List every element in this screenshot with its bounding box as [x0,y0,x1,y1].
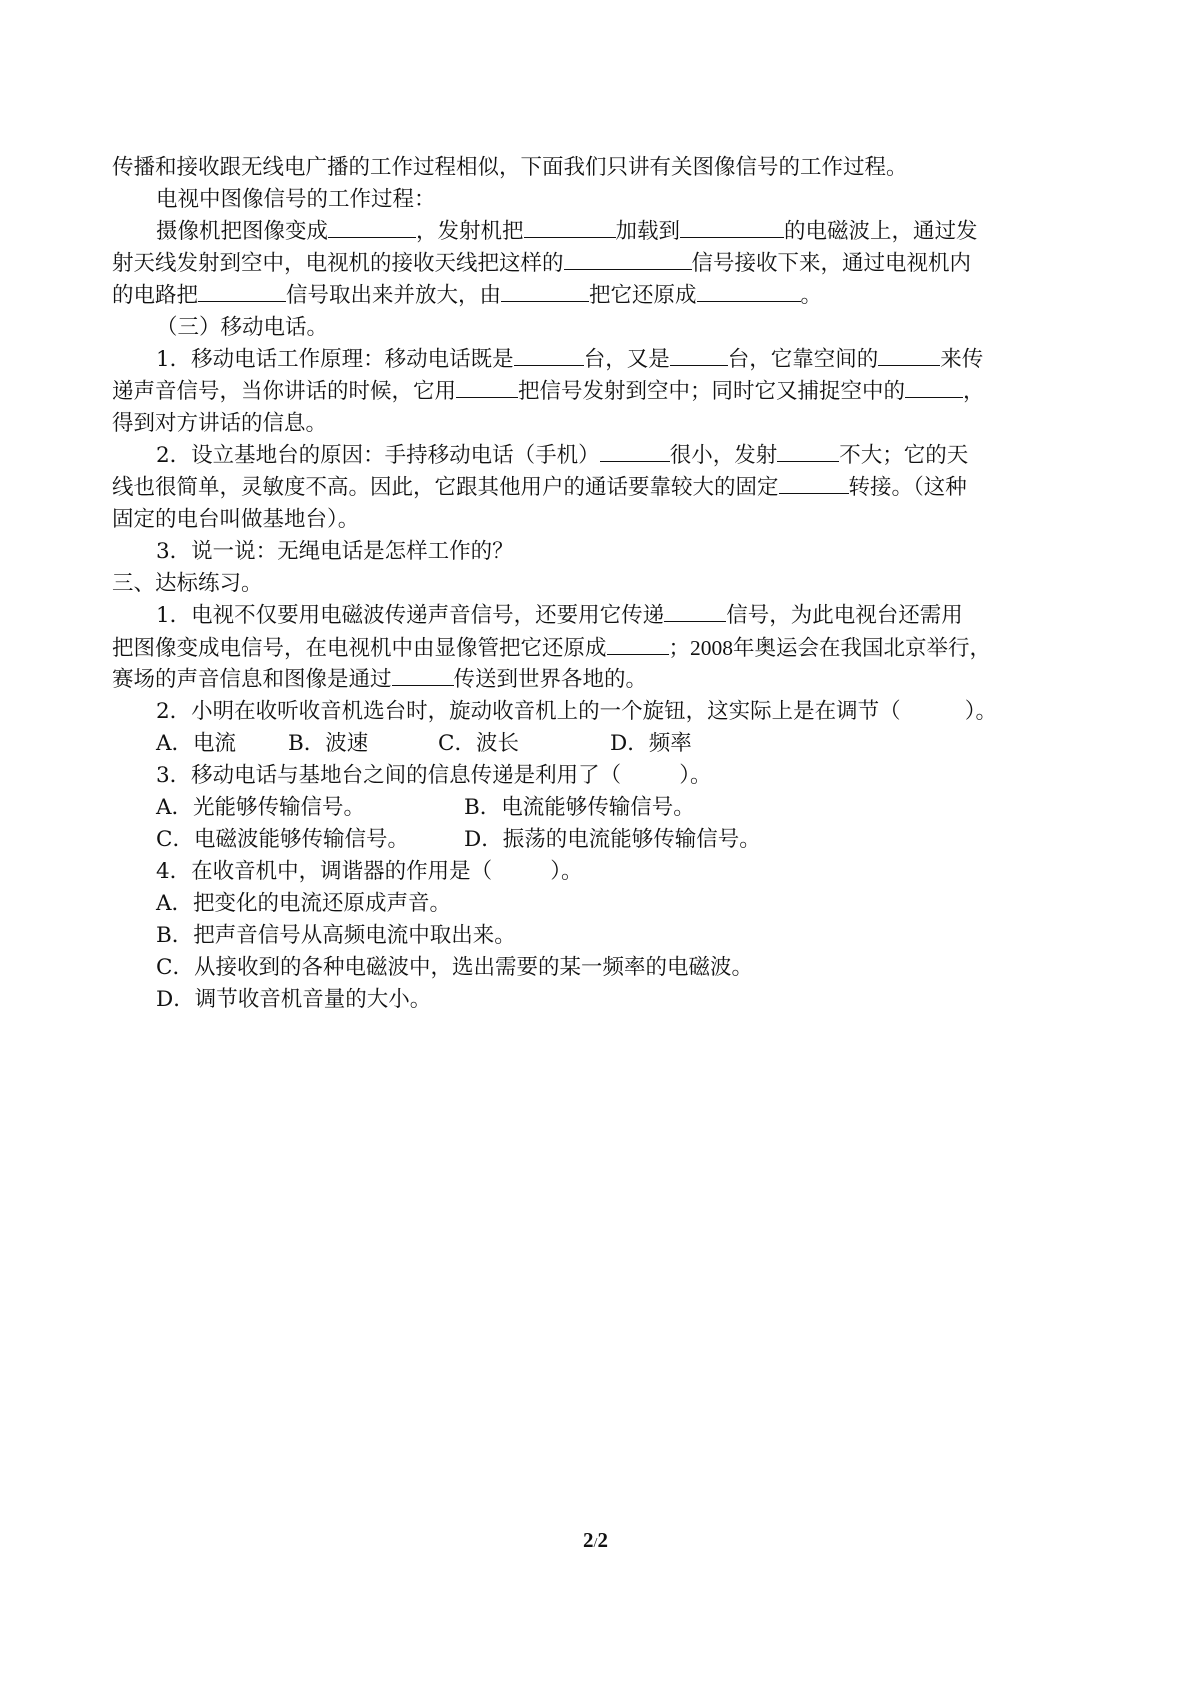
answer-blank[interactable] [392,665,454,686]
question-line: 3．移动电话与基地台之间的信息传递是利用了（ ）。 [156,763,712,788]
worksheet-body [112,152,1092,1016]
answer-blank[interactable] [600,441,670,462]
fill-in-line: 赛场的声音信息和图像是通过 传送到世界各地的。 [112,667,648,692]
fill-in-line: 摄像机把图像变成 ，发射机把 加载到 的电磁波上，通过发 [156,219,978,244]
option-d[interactable]: D．振荡的电流能够传输信号。 [464,827,761,852]
section-heading: （三）移动电话。 [156,315,329,340]
option-a[interactable]: A．电流 [156,731,237,756]
fill-in-line: 1．移动电话工作原理：移动电话既是 台，又是 台，它靠空间的 来传 [156,347,984,372]
answer-blank[interactable] [777,441,839,462]
answer-blank[interactable] [564,249,692,270]
fill-in-line: 递声音信号，当你讲话的时候，它用 把信号发射到空中；同时它又捕捉空中的 ， [112,379,985,404]
option-c[interactable]: C．从接收到的各种电磁波中，选出需要的某一频率的电磁波。 [156,955,753,980]
fill-in-line: 射天线发射到空中，电视机的接收天线把这样的 信号接收下来，通过电视机内 [112,251,972,276]
answer-blank[interactable] [607,634,669,655]
answer-blank[interactable] [328,217,416,238]
option-a[interactable]: A．光能够传输信号。 [156,795,366,820]
answer-blank[interactable] [664,601,726,622]
option-c[interactable]: C．波长 [438,731,519,756]
answer-blank[interactable] [905,377,963,398]
fill-in-line: 的电路把 信号取出来并放大，由 把它还原成 。 [112,283,823,308]
paragraph-line: 固定的电台叫做基地台）。 [112,507,360,532]
question-line: 4．在收音机中，调谐器的作用是（ ）。 [156,859,583,884]
question-line: 3．说一说：无绳电话是怎样工作的？ [156,539,514,564]
paragraph-line: 得到对方讲话的信息。 [112,411,328,436]
option-b[interactable]: B．把声音信号从高频电流中取出来。 [156,923,516,948]
fill-in-line: 2．设立基地台的原因：手持移动电话（手机） 很小，发射 不大；它的天 [156,443,969,468]
answer-blank[interactable] [514,345,584,366]
options-line [112,792,1092,824]
section-heading: 三、达标练习。 [112,571,263,596]
option-c[interactable]: C．电磁波能够传输信号。 [156,827,409,852]
answer-blank[interactable] [680,217,784,238]
options-line [112,728,1092,760]
answer-blank[interactable] [697,281,801,302]
answer-blank[interactable] [501,281,589,302]
option-a[interactable]: A．把变化的电流还原成声音。 [156,891,452,916]
answer-blank[interactable] [198,281,286,302]
fill-in-line: 把图像变成电信号，在电视机中由显像管把它还原成 ；2008年奥运会在我国北京举行， [112,636,992,661]
answer-blank[interactable] [456,377,518,398]
page-number: 2/2 [583,1528,608,1552]
answer-blank[interactable] [524,217,616,238]
section-heading: 电视中图像信号的工作过程： [156,187,436,212]
option-d[interactable]: D．频率 [610,731,692,756]
answer-blank[interactable] [779,473,849,494]
answer-blank[interactable] [878,345,940,366]
option-b[interactable]: B．波速 [288,731,369,756]
paragraph-line: 传播和接收跟无线电广播的工作过程相似，下面我们只讲有关图像信号的工作过程。 [112,155,908,180]
question-line: 2．小明在收听收音机选台时，旋动收音机上的一个旋钮，这实际上是在调节（ ）。 [156,699,997,724]
options-line [112,824,1092,856]
fill-in-line: 线也很简单，灵敏度不高。因此，它跟其他用户的通话要靠较大的固定 转接。（这种 [112,475,967,500]
option-b[interactable]: B．电流能够传输信号。 [464,795,695,820]
answer-blank[interactable] [670,345,728,366]
option-d[interactable]: D．调节收音机音量的大小。 [156,987,432,1012]
fill-in-line: 1．电视不仅要用电磁波传递声音信号，还要用它传递 信号，为此电视台还需用 [156,603,963,628]
